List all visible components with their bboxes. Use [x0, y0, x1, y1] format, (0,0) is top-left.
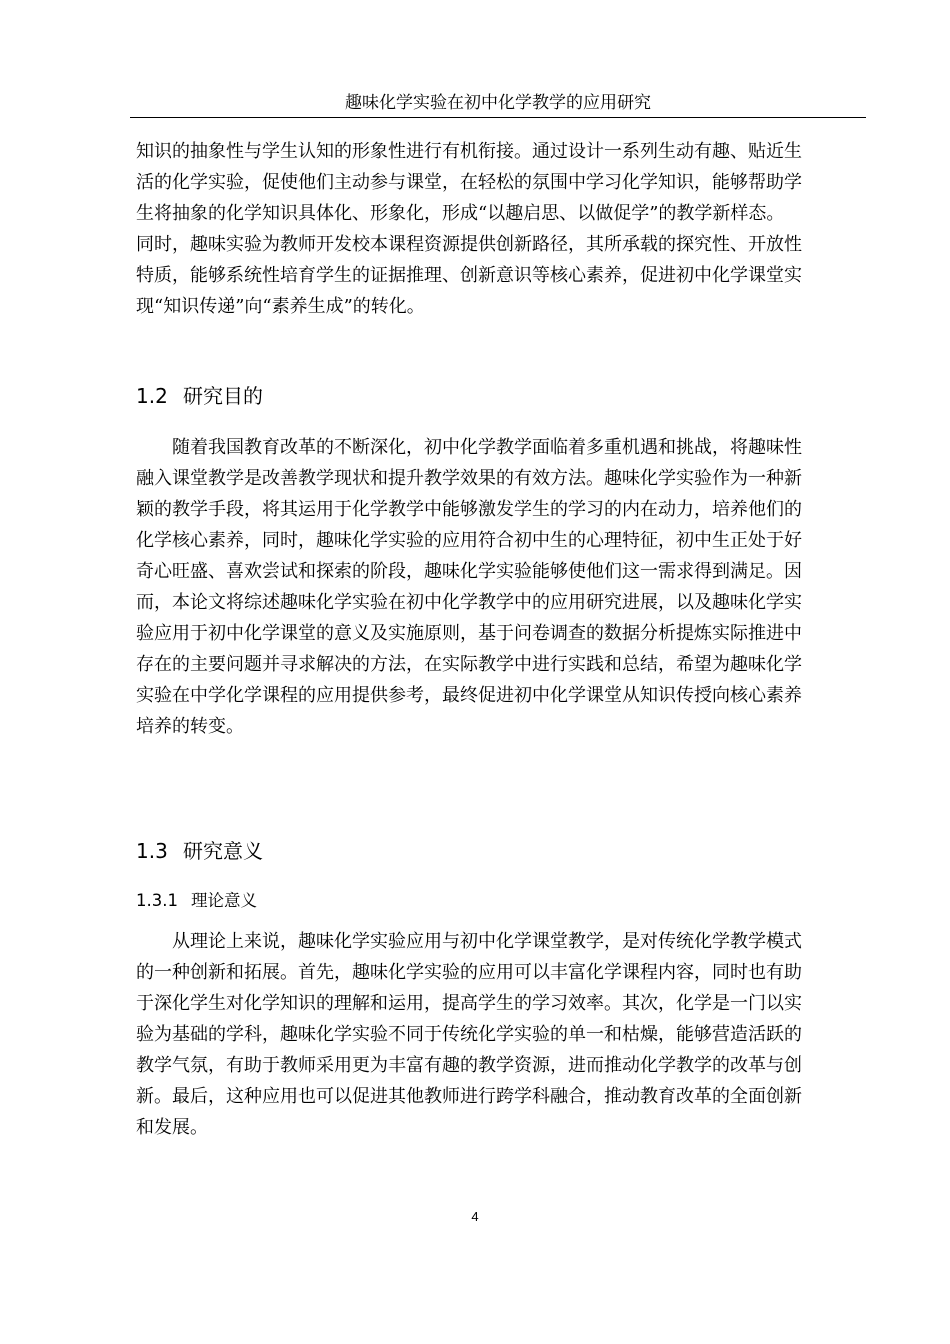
text-line: 活的化学实验，促使他们主动参与课堂，在轻松的氛围中学习化学知识，能够帮助学 — [136, 172, 802, 193]
text-line: 而，本论文将综述趣味化学实验在初中化学教学中的应用研究进展，以及趣味化学实 — [136, 592, 802, 613]
subsection-number: 1.3.1 — [136, 891, 178, 910]
text-line: 和发展。 — [136, 1117, 208, 1138]
section-title: 研究意义 — [183, 839, 263, 863]
paragraph-intro — [136, 136, 860, 322]
section-heading-1-2 — [136, 383, 263, 409]
text-line: 知识的抽象性与学生认知的形象性进行有机衔接。通过设计一系列生动有趣、贴近生 — [136, 141, 802, 162]
text-line: 新。最后，这种应用也可以促进其他教师进行跨学科融合，推动教育改革的全面创新 — [136, 1086, 802, 1107]
text-line: 奇心旺盛、喜欢尝试和探索的阶段，趣味化学实验能够使他们这一需求得到满足。因 — [136, 561, 802, 582]
text-line: 验应用于初中化学课堂的意义及实施原则，基于问卷调查的数据分析提炼实际推进中 — [136, 623, 802, 644]
text-line: 融入课堂教学是改善教学现状和提升教学效果的有效方法。趣味化学实验作为一种新 — [136, 468, 802, 489]
running-header: 趣味化学实验在初中化学教学的应用研究 — [130, 92, 866, 118]
subsection-title: 理论意义 — [191, 891, 257, 910]
text-line: 验为基础的学科，趣味化学实验不同于传统化学实验的单一和枯燥，能够营造活跃的 — [136, 1024, 802, 1045]
section-number: 1.3 — [136, 839, 168, 863]
text-line: 现“知识传递”向“素养生成”的转化。 — [136, 296, 425, 317]
paragraph-purpose — [136, 432, 860, 742]
text-line: 特质，能够系统性培育学生的证据推理、创新意识等核心素养，促进初中化学课堂实 — [136, 265, 802, 286]
text-line: 从理论上来说，趣味化学实验应用与初中化学课堂教学，是对传统化学教学模式 — [172, 931, 802, 952]
subsection-heading-1-3-1 — [136, 890, 257, 912]
section-heading-1-3 — [136, 838, 263, 864]
text-line: 实验在中学化学课程的应用提供参考，最终促进初中化学课堂从知识传授向核心素养 — [136, 685, 802, 706]
text-line: 培养的转变。 — [136, 716, 244, 737]
text-line: 随着我国教育改革的不断深化，初中化学教学面临着多重机遇和挑战，将趣味性 — [172, 437, 802, 458]
text-line: 于深化学生对化学知识的理解和运用，提高学生的学习效率。其次，化学是一门以实 — [136, 993, 802, 1014]
section-title: 研究目的 — [183, 384, 263, 408]
section-number: 1.2 — [136, 384, 168, 408]
page-number: 4 — [471, 1209, 479, 1224]
text-line: 生将抽象的化学知识具体化、形象化，形成“以趣启思、以做促学”的教学新样态。 — [136, 203, 785, 224]
text-line: 化学核心素养，同时，趣味化学实验的应用符合初中生的心理特征，初中生正处于好 — [136, 530, 802, 551]
text-line: 教学气氛，有助于教师采用更为丰富有趣的教学资源，进而推动化学教学的改革与创 — [136, 1055, 802, 1076]
text-line: 颖的教学手段，将其运用于化学教学中能够激发学生的学习的内在动力，培养他们的 — [136, 499, 802, 520]
paragraph-theory — [136, 926, 860, 1143]
text-line: 同时，趣味实验为教师开发校本课程资源提供创新路径，其所承载的探究性、开放性 — [136, 234, 802, 255]
text-line: 的一种创新和拓展。首先，趣味化学实验的应用可以丰富化学课程内容，同时也有助 — [136, 962, 802, 983]
text-line: 存在的主要问题并寻求解决的方法，在实际教学中进行实践和总结，希望为趣味化学 — [136, 654, 802, 675]
